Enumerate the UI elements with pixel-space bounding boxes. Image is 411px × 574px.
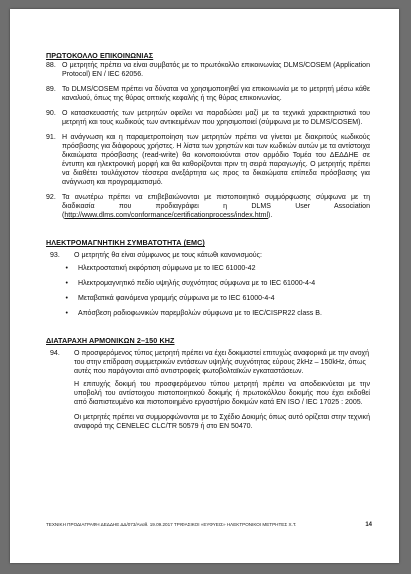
clause-text: Ο κατασκευαστής των μετρητών οφείλει να παραδώσει μαζί με τα τεχνικά χαρακτηριστικά του μετρητή και τους κωδικούς των αντικειμένων που χρησιμοποιεί (σύμφωνα με το DLMS/COSEM). — [62, 110, 370, 126]
bullet-icon: • — [65, 280, 68, 287]
list-item-text: Μεταβατικά φαινόμενα γραμμής σύμφωνα με το IEC 61000-4-4 — [78, 295, 275, 302]
list-item-text: Ηλεκτροστατική εκφόρτιση σύμφωνα με το IEC 61000-42 — [78, 265, 256, 272]
paragraph: Η επιτυχής δοκιμή του προσφερόμενου τύπου μετρητή πρέπει να αποδεικνύεται με την υποβολή του αντίστοιχου πιστοποιητικού δοκιμής ή πρωτοκόλλου δοκιμής που έχει εκδοθεί από διαπιστευμένο και πιστοποιημένο εργαστήριο δοκιμών κατά ΕΝ ISO / IEC 17025 : 2005. — [74, 381, 370, 406]
clause-text: Ο μετρητής πρέπει να είναι συμβατός με το πρωτόκολλο επικοινωνίας DLMS/COSEM (Application Protocol) EN / IEC 62056. — [62, 62, 370, 78]
clause-text: Το DLMS/COSEM πρέπει να δύναται να χρησιμοποιηθεί για επικοινωνία με το μετρητή μέσω κάθε καναλιού, όπως της θύρας οπτικής κεφαλής ή της θύρας επικοινωνίας. — [62, 86, 370, 102]
clause-text — [62, 193, 370, 220]
clause-number: 94. — [50, 350, 60, 357]
document-page — [10, 9, 399, 563]
clause-text-before-link: Τα ανωτέρω πρέπει να επιβεβαιώνονται με πιστοποιητικό συμμόρφωσης σύμφωνα με τη διαδικασία που προδιαγράφει η DLMS User Association ( — [62, 194, 370, 219]
clause-94-continuation — [46, 380, 370, 431]
clause-text: Ο προσφερόμενος τύπος μετρητή πρέπει να έχει δοκιμαστεί επιτυχώς αναφορικά με την ανοχή του στην επίδραση συμμετρικών εντάσεων υψηλής συχνότητας εύρους 2kHz – 150kHz, όπως αυτές που παράγονται από αντιστροφείς φωτοβολταϊκών εγκαταστάσεων. — [74, 350, 369, 375]
section-heading-communication-protocol: ΠΡΩΤΟΚΟΛΛΟ ΕΠΙΚΟΙΝΩΝΙΑΣ — [46, 51, 154, 60]
dlms-certification-link[interactable]: http://www.dlms.com/conformance/certificationprocess/index.html — [64, 212, 269, 219]
clause-text: Η ανάγνωση και η παραμετροποίηση των μετρητών πρέπει να γίνεται με διακριτούς κωδικούς πρόσβασης για διάφορους χρήστες. Η λίστα των χρηστών και των κωδικών αυτών με τα αντίστοιχα δικαιώματα πρόσβασης (read-write) θα κοινοποιούνται στον αρμόδιο Τομέα του ΔΕΔΔΗΕ σε έντυπη και ηλεκτρονική μορφή και θα καθορίζονται πριν τη σειρά παραγωγής. Ο μετρητής πρέπει να διαθέτει τουλάχιστον τέσσερα ανεξάρτητα ως προς τα δικαιώματα επίπεδα πρόσβασης για ανάγνωση και προγραμματισμό. — [62, 134, 370, 186]
clause-number: 91. — [46, 134, 56, 141]
list-item-text: Ηλεκτρομαγνητικό πεδίο υψηλής συχνότητας σύμφωνα με το IEC 61000-4-4 — [78, 280, 316, 287]
bullet-icon: • — [65, 310, 68, 317]
page-footer — [46, 522, 372, 528]
section-heading-emc: ΗΛΕΚΤΡΟΜΑΓΝΗΤΙΚΗ ΣΥΜΒΑΤΟΤΗΤΑ (EMC) — [46, 238, 205, 247]
clause-number: 93. — [50, 252, 60, 259]
section-heading-harmonic-disturbance: ΔΙΑΤΑΡΑΧΗ ΑΡΜΟΝΙΚΩΝ 2–150 KHZ — [46, 336, 175, 345]
clause-90 — [46, 109, 370, 127]
list-item — [46, 264, 370, 273]
clause-number: 88. — [46, 62, 56, 69]
clause-92 — [46, 193, 370, 220]
clause-94 — [46, 349, 370, 376]
clause-text-after-link: ). — [268, 212, 273, 219]
list-item — [46, 309, 370, 318]
footer-text: ΤΕΧΝΙΚΗ ΠΡΟΔΙΑΓΡΑΦΗ ΔΕΔΔΗΕ ΔΔ/073/Αναθ. 19.09.2017 ΤΡΙΦΑΣΙΚΟΙ «ΕΥΦΥΕΙΣ» ΗΛΕΚΤΡΟΝΙΚΟΙ ΜΕΤΡΗΤΕΣ Χ.Τ. — [46, 522, 297, 527]
emc-standards-list — [46, 264, 370, 318]
clause-number: 92. — [46, 194, 56, 201]
list-item — [46, 279, 370, 288]
page-content — [46, 51, 370, 437]
list-item-text: Απόσβεση ραδιοφωνικών παρεμβολών σύμφωνα με το IEC/CISPR22 class B. — [78, 310, 322, 317]
bullet-icon: • — [65, 265, 68, 272]
bullet-icon: • — [65, 295, 68, 302]
clause-89 — [46, 85, 370, 103]
clause-93 — [46, 251, 370, 260]
paragraph: Οι μετρητές πρέπει να συμμορφώνονται με το Σχέδιο Δοκιμής όπως αυτό ορίζεται στην τεχνική αναφορά της CENELEC CLC/TR 50579 ή στο EN 50470. — [74, 414, 370, 430]
clause-number: 90. — [46, 110, 56, 117]
clause-91 — [46, 133, 370, 187]
clause-88 — [46, 61, 370, 79]
page-number: 14 — [365, 522, 372, 528]
clause-text: Ο μετρητής θα είναι σύμφωνος με τους κάτωθι κανονισμούς: — [74, 252, 263, 259]
clause-number: 89. — [46, 86, 56, 93]
list-item — [46, 294, 370, 303]
